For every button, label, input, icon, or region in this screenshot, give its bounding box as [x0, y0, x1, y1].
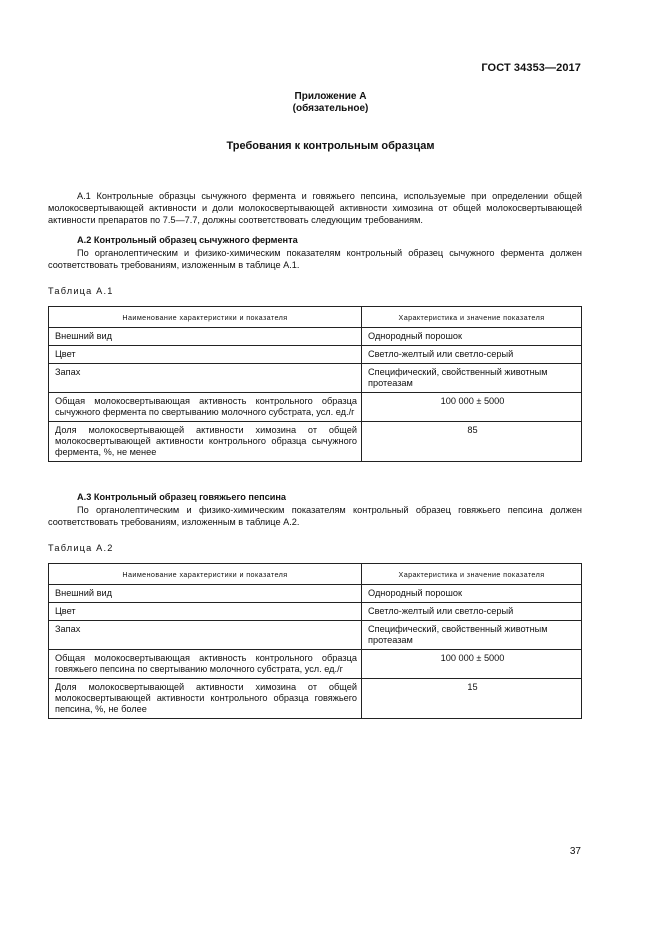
table-row: [49, 603, 582, 621]
table-cell: 85: [362, 422, 582, 462]
table-cell: Доля молокосвертывающей активности химозина от общей молокосвертывающей активности контрольного образца сычужного фермента, %, не менее: [49, 422, 362, 462]
table-cell: Внешний вид: [49, 328, 362, 346]
heading-a2: А.2 Контрольный образец сычужного фермента: [77, 235, 298, 245]
table2-label: Таблица А.2: [48, 543, 114, 553]
table-row: [49, 621, 582, 650]
table-a1: [48, 306, 582, 462]
table-cell: 100 000 ± 5000: [362, 393, 582, 422]
appendix-type: (обязательное): [292, 103, 369, 114]
table-header-row: [49, 307, 582, 328]
table-cell: Доля молокосвертывающей активности химозина от общей молокосвертывающей активности контрольного образца говяжьего пепсина, %, не более: [49, 679, 362, 719]
table-cell: Однородный порошок: [362, 328, 582, 346]
table-header-cell: Наименование характеристики и показателя: [49, 307, 362, 328]
table-cell: Внешний вид: [49, 585, 362, 603]
table-row: [49, 364, 582, 393]
table-header-cell: Характеристика и значение показателя: [362, 307, 582, 328]
section-title: Требования к контрольным образцам: [226, 140, 435, 152]
table-cell: Общая молокосвертывающая активность контрольного образца сычужного фермента по свертыванию молочного субстрата, усл. ед./г: [49, 393, 362, 422]
table-row: [49, 585, 582, 603]
paragraph-a2: По органолептическим и физико-химическим показателям контрольный образец сычужного фермента должен соответствовать требованиям, изложенным в таблице А.1.: [48, 248, 582, 270]
table-row: [49, 346, 582, 364]
table-cell: 100 000 ± 5000: [362, 650, 582, 679]
table-cell: 15: [362, 679, 582, 719]
table-cell: Специфический, свойственный животным протеазам: [362, 621, 582, 650]
table-cell: Общая молокосвертывающая активность контрольного образца говяжьего пепсина по свертыванию молочного субстрата, усл. ед./г: [49, 650, 362, 679]
table-row: [49, 422, 582, 462]
document-code: ГОСТ 34353—2017: [481, 62, 581, 74]
table-header-row: [49, 564, 582, 585]
table-cell: Запах: [49, 364, 362, 393]
appendix-title: Приложение А: [294, 91, 367, 102]
table1-label: Таблица А.1: [48, 286, 114, 296]
table-a2: [48, 563, 582, 719]
table-cell: Специфический, свойственный животным протеазам: [362, 364, 582, 393]
table-cell: Цвет: [49, 346, 362, 364]
table-row: [49, 650, 582, 679]
paragraph-a1: А.1 Контрольные образцы сычужного фермента и говяжьего пепсина, используемые при определении общей молокосвертывающей активности и доли молокосвертывающей активности химозина от общей молокосвертывающей активности препаратов по 7.5—7.7, должны соответствовать следующим требованиям.: [48, 191, 582, 225]
table-cell: Запах: [49, 621, 362, 650]
paragraph-a3: По органолептическим и физико-химическим показателям контрольный образец говяжьего пепсина должен соответствовать требованиям, изложенным в таблице А.2.: [48, 505, 582, 527]
page-number: 37: [569, 846, 581, 857]
table-header-cell: Характеристика и значение показателя: [362, 564, 582, 585]
table-row: [49, 328, 582, 346]
heading-a3: А.3 Контрольный образец говяжьего пепсина: [77, 492, 287, 502]
table-cell: Светло-желтый или светло-серый: [362, 603, 582, 621]
table-cell: Светло-желтый или светло-серый: [362, 346, 582, 364]
table-cell: Однородный порошок: [362, 585, 582, 603]
table-cell: Цвет: [49, 603, 362, 621]
table-row: [49, 393, 582, 422]
table-row: [49, 679, 582, 719]
table-header-cell: Наименование характеристики и показателя: [49, 564, 362, 585]
